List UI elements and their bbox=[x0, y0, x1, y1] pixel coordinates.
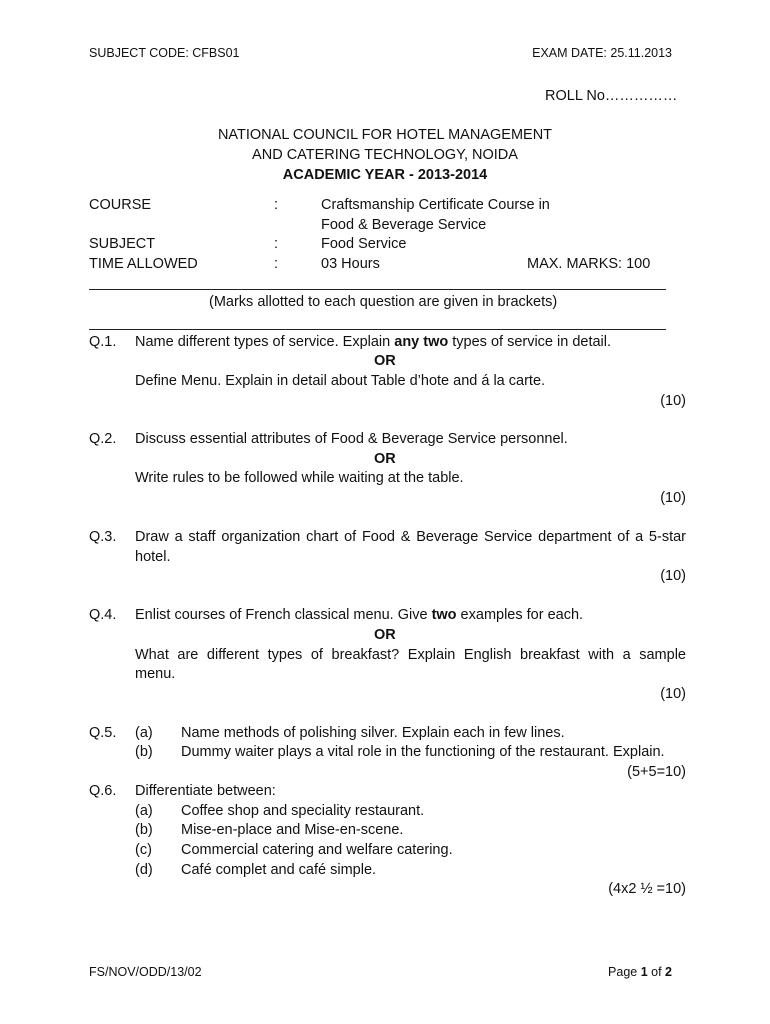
q5-marks: (5+5=10) bbox=[627, 764, 686, 780]
subject-label: SUBJECT bbox=[89, 236, 156, 252]
exam-date: EXAM DATE: 25.11.2013 bbox=[532, 46, 672, 60]
q2-or: OR bbox=[374, 451, 396, 467]
council-name-line1: NATIONAL COUNCIL FOR HOTEL MANAGEMENT bbox=[217, 127, 553, 143]
footer-code: FS/NOV/ODD/13/02 bbox=[89, 965, 202, 979]
marks-note: (Marks allotted to each question are given in brackets) bbox=[209, 294, 558, 310]
academic-year: ACADEMIC YEAR - 2013-2014 bbox=[282, 167, 488, 183]
q1-marks: (10) bbox=[660, 393, 686, 409]
q3-marks: (10) bbox=[660, 568, 686, 584]
council-name-line2: AND CATERING TECHNOLOGY, NOIDA bbox=[252, 147, 518, 163]
q6-marks: (4x2 ½ =10) bbox=[608, 881, 686, 897]
subject-colon: : bbox=[274, 236, 279, 252]
q6-d-label: (d) bbox=[135, 862, 153, 878]
course-label: COURSE bbox=[89, 197, 152, 213]
q5-b-label: (b) bbox=[135, 744, 153, 760]
subject-value: Food Service bbox=[321, 236, 407, 252]
q5-number: Q.5. bbox=[89, 725, 117, 741]
q3-text-line1: Draw a staff organization chart of Food & Beverage Service department of a 5-star bbox=[135, 529, 686, 545]
q5-b-text: Dummy waiter plays a vital role in the functioning of the restaurant. Explain. bbox=[181, 744, 665, 760]
q1-option-a: Name different types of service. Explain any two types of service in detail. bbox=[135, 334, 612, 350]
q4-or: OR bbox=[374, 627, 396, 643]
q5-a-label: (a) bbox=[135, 725, 153, 741]
q6-c-label: (c) bbox=[135, 842, 152, 858]
q6-d-text: Café complet and café simple. bbox=[181, 862, 377, 878]
q2-option-a: Discuss essential attributes of Food & Beverage Service personnel. bbox=[135, 431, 568, 447]
course-value-line2: Food & Beverage Service bbox=[321, 217, 487, 233]
roll-no: ROLL No…………… bbox=[545, 88, 678, 104]
q6-b-text: Mise-en-place and Mise-en-scene. bbox=[181, 822, 404, 838]
q4-number: Q.4. bbox=[89, 607, 117, 623]
q2-option-b: Write rules to be followed while waiting at the table. bbox=[135, 470, 464, 486]
q2-marks: (10) bbox=[660, 490, 686, 506]
q6-c-text: Commercial catering and welfare catering. bbox=[181, 842, 453, 858]
time-value: 03 Hours bbox=[321, 256, 380, 272]
q6-a-text: Coffee shop and speciality restaurant. bbox=[181, 803, 425, 819]
q6-a-label: (a) bbox=[135, 803, 153, 819]
time-label: TIME ALLOWED bbox=[89, 256, 198, 272]
q1-option-b: Define Menu. Explain in detail about Table d’hote and á la carte. bbox=[135, 373, 546, 389]
q3-text-line2: hotel. bbox=[135, 549, 171, 565]
time-colon: : bbox=[274, 256, 279, 272]
q4-marks: (10) bbox=[660, 686, 686, 702]
q4-option-b-line2: menu. bbox=[135, 666, 176, 682]
q5-a-text: Name methods of polishing silver. Explain each in few lines. bbox=[181, 725, 565, 741]
q6-b-label: (b) bbox=[135, 822, 153, 838]
q4-option-b-line1: What are different types of breakfast? Explain English breakfast with a sample bbox=[135, 647, 686, 663]
q2-number: Q.2. bbox=[89, 431, 117, 447]
q4-option-a: Enlist courses of French classical menu. Give two examples for each. bbox=[135, 607, 584, 623]
course-colon: : bbox=[274, 197, 279, 213]
course-value-line1: Craftsmanship Certificate Course in bbox=[321, 197, 550, 213]
q1-number: Q.1. bbox=[89, 334, 117, 350]
page-indicator: Page 1 of 2 bbox=[608, 965, 672, 979]
q6-number: Q.6. bbox=[89, 783, 117, 799]
divider-bottom bbox=[89, 329, 666, 330]
divider-top bbox=[89, 289, 666, 290]
q1-or: OR bbox=[374, 353, 396, 369]
q6-intro: Differentiate between: bbox=[135, 783, 276, 799]
q3-number: Q.3. bbox=[89, 529, 117, 545]
subject-code: SUBJECT CODE: CFBS01 bbox=[89, 46, 240, 60]
max-marks: MAX. MARKS: 100 bbox=[527, 256, 651, 272]
